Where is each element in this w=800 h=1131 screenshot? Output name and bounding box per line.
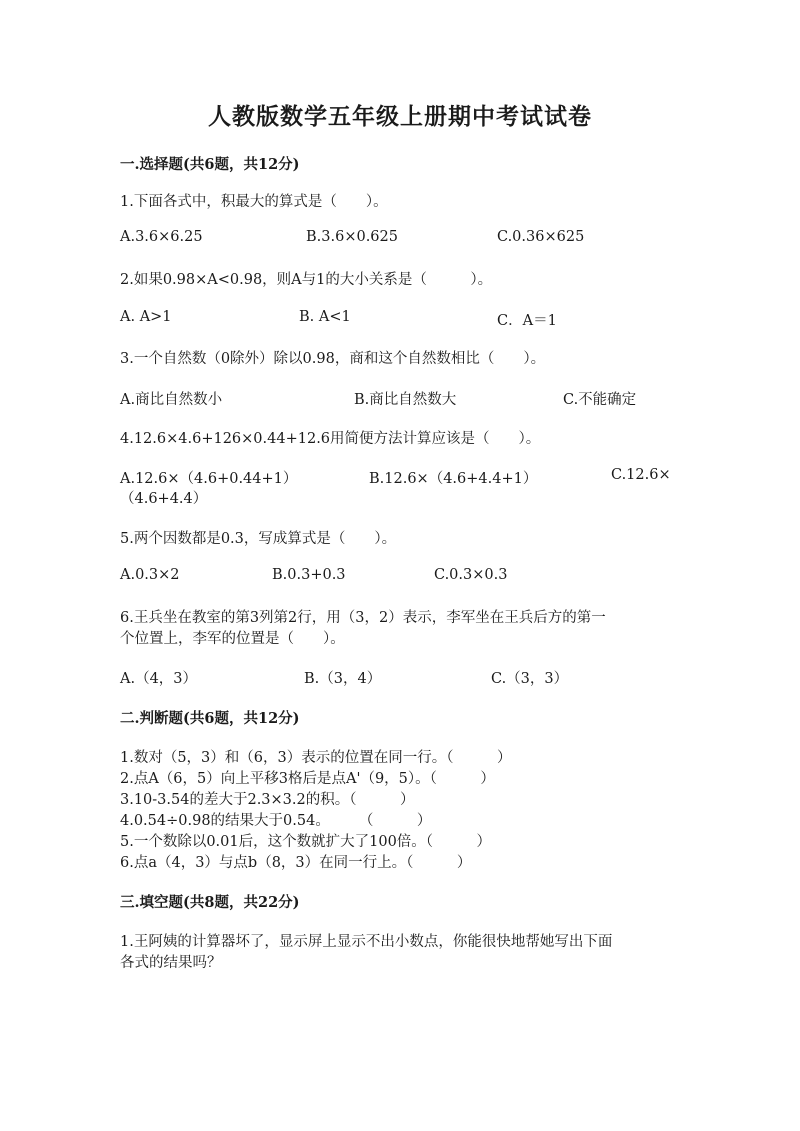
question-1-option-a: A.3.6×6.25 xyxy=(120,229,203,245)
judgement-item-4: 4.0.54÷0.98的结果大于0.54。 （ ） xyxy=(120,813,432,829)
judgement-item-1: 1.数对（5，3）和（6，3）表示的位置在同一行。（ ） xyxy=(120,750,512,766)
question-1-stem: 1.下面各式中，积最大的算式是（ ）。 xyxy=(120,194,388,210)
fill-question-1-line1: 1.王阿姨的计算器坏了，显示屏上显示不出小数点，你能很快地帮她写出下面 xyxy=(120,934,613,950)
question-5-stem: 5.两个因数都是0.3，写成算式是（ ）。 xyxy=(120,531,397,547)
question-5-option-c: C.0.3×0.3 xyxy=(434,567,508,583)
page-title: 人教版数学五年级上册期中考试试卷 xyxy=(208,103,592,130)
section-heading-fill-blank: 三.填空题(共8题，共22分) xyxy=(120,894,300,911)
question-5-option-b: B.0.3+0.3 xyxy=(272,567,346,583)
judgement-item-2: 2.点A（6，5）向上平移3格后是点A'（9，5）。（ ） xyxy=(120,771,495,787)
question-1-option-c: C.0.36×625 xyxy=(497,229,585,245)
question-4-option-c: C.12.6× xyxy=(611,467,671,483)
question-4-stem: 4.12.6×4.6+126×0.44+12.6用简便方法计算应该是（ ）。 xyxy=(120,431,541,447)
judgement-item-3: 3.10-3.54的差大于2.3×3.2的积。（ ） xyxy=(120,792,415,808)
question-5-option-a: A.0.3×2 xyxy=(120,567,180,583)
question-6-option-a: A.（4，3） xyxy=(120,671,198,687)
question-3-option-b: B.商比自然数大 xyxy=(354,392,457,408)
question-6-stem-line1: 6.王兵坐在教室的第3列第2行，用（3，2）表示，李军坐在王兵后方的第一 xyxy=(120,610,606,626)
question-6-option-b: B.（3，4） xyxy=(304,671,382,687)
question-3-option-c: C.不能确定 xyxy=(563,392,637,408)
section-heading-choice: 一.选择题(共6题，共12分) xyxy=(120,156,300,173)
question-2-option-c: C．A＝1 xyxy=(497,313,557,329)
question-4-option-b: B.12.6×（4.6+4.4+1） xyxy=(369,471,538,487)
question-1-option-b: B.3.6×0.625 xyxy=(306,229,398,245)
question-2-option-a: A. A>1 xyxy=(120,309,172,325)
question-3-stem: 3.一个自然数（0除外）除以0.98，商和这个自然数相比（ ）。 xyxy=(120,351,546,367)
question-6-option-c: C.（3，3） xyxy=(491,671,569,687)
judgement-item-5: 5.一个数除以0.01后，这个数就扩大了100倍。（ ） xyxy=(120,834,492,850)
question-4-option-c-cont: （4.6+4.4） xyxy=(120,491,208,507)
fill-question-1-line2: 各式的结果吗？ xyxy=(120,955,222,971)
question-4-option-a: A.12.6×（4.6+0.44+1） xyxy=(120,471,298,487)
question-6-stem-line2: 个位置上，李军的位置是（ ）。 xyxy=(120,631,345,647)
question-2-option-b: B. A<1 xyxy=(299,309,351,325)
question-3-option-a: A.商比自然数小 xyxy=(120,392,223,408)
question-2-stem: 2.如果0.98×A<0.98，则A与1的大小关系是（ ）。 xyxy=(120,272,493,288)
judgement-item-6: 6.点a（4，3）与点b（8，3）在同一行上。（ ） xyxy=(120,855,472,871)
section-heading-judgement: 二.判断题(共6题，共12分) xyxy=(120,710,300,727)
